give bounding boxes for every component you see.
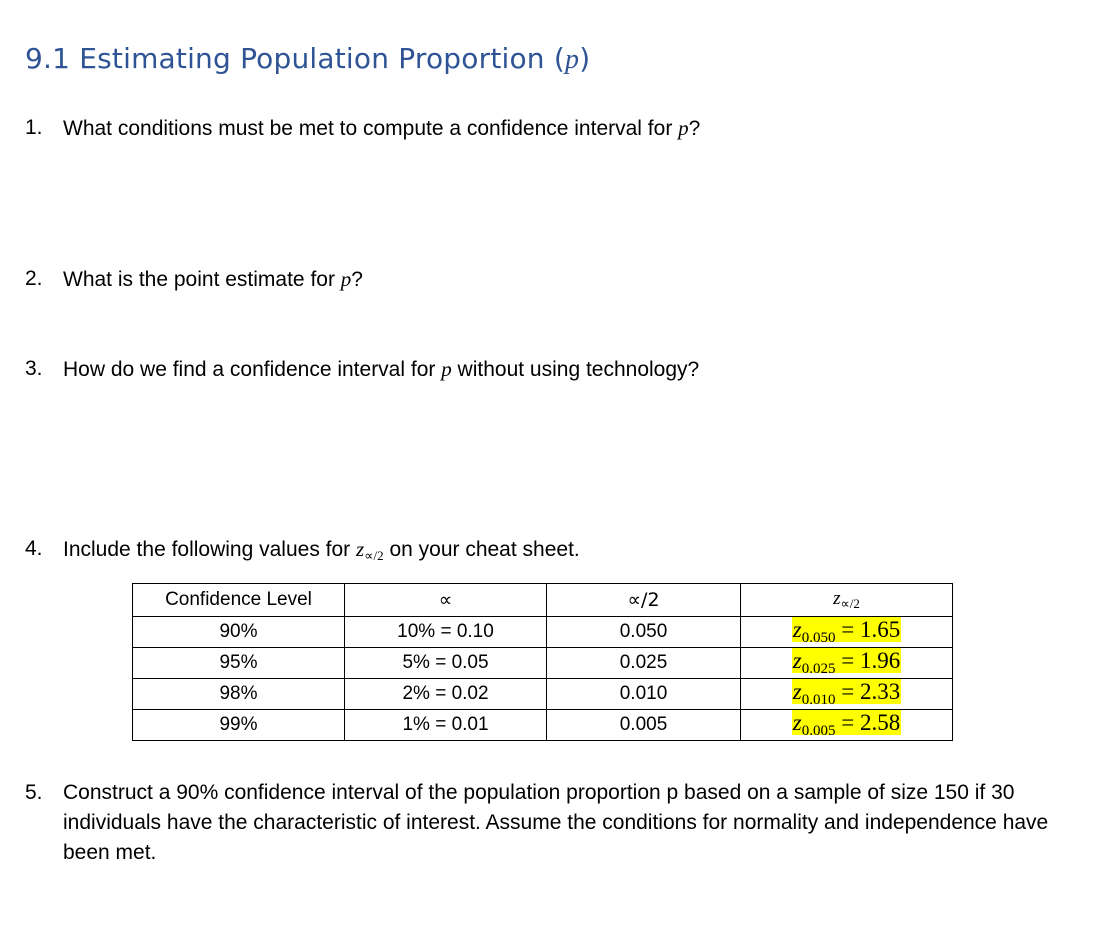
cell-alpha: 1% = 0.01	[345, 710, 547, 741]
question-number: 1.	[25, 116, 43, 139]
header-z-var: z	[833, 588, 841, 609]
question-variable: p	[678, 116, 689, 140]
cell-half-alpha: 0.005	[547, 710, 741, 741]
cell-alpha: 10% = 0.10	[345, 617, 547, 648]
z-highlight	[792, 617, 901, 646]
question-number: 4.	[25, 537, 43, 560]
z-highlight	[792, 679, 901, 708]
header-z-sub: ∝/2	[840, 596, 860, 611]
cell-half-alpha: 0.010	[547, 679, 741, 710]
z-sub: 0.010	[801, 692, 836, 708]
z-var: z	[792, 648, 802, 673]
z-sub: 0.025	[801, 661, 836, 677]
cell-alpha: 2% = 0.02	[345, 679, 547, 710]
table-row	[133, 679, 953, 710]
cell-level: 98%	[133, 679, 345, 710]
cell-level: 95%	[133, 648, 345, 679]
cell-level: 90%	[133, 617, 345, 648]
z-value: = 1.96	[835, 648, 901, 673]
question-text-part: Include the following values for	[63, 538, 357, 561]
z-var: z	[792, 679, 802, 704]
header-confidence-level: Confidence Level	[133, 584, 345, 617]
question-4	[25, 534, 1065, 571]
z-value: = 2.58	[835, 710, 901, 735]
z-value-table	[132, 583, 953, 741]
cell-half-alpha: 0.025	[547, 648, 741, 679]
cell-z	[741, 679, 953, 710]
z-value: = 2.33	[835, 679, 901, 704]
question-text	[63, 354, 1065, 385]
title-variable: p	[564, 44, 580, 75]
z-sub: 0.050	[801, 630, 836, 646]
question-number: 5.	[25, 781, 43, 804]
question-text-part: ?	[351, 268, 363, 291]
cell-level: 99%	[133, 710, 345, 741]
question-text	[63, 534, 1065, 571]
question-3	[25, 354, 1065, 385]
header-half-alpha: ∝/2	[547, 584, 741, 617]
header-alpha: ∝	[345, 584, 547, 617]
question-text-part: without using technology?	[451, 358, 700, 381]
title-text: 9.1 Estimating Population Proportion (	[25, 42, 565, 75]
cell-half-alpha: 0.050	[547, 617, 741, 648]
z-var: z	[792, 710, 802, 735]
question-number: 2.	[25, 267, 43, 290]
z-sub: 0.005	[801, 723, 836, 739]
table-row	[133, 617, 953, 648]
cell-alpha: 5% = 0.05	[345, 648, 547, 679]
question-1	[25, 113, 1065, 144]
cell-z	[741, 617, 953, 648]
question-text-part: on your cheat sheet.	[383, 538, 580, 561]
header-z	[741, 584, 953, 617]
cell-z	[741, 710, 953, 741]
z-highlight	[792, 648, 901, 677]
question-text-part: What is the point estimate for	[63, 268, 341, 291]
table-header-row	[133, 584, 953, 617]
question-subscript: ∝/2	[364, 548, 384, 563]
question-5	[25, 778, 1065, 868]
question-text-part: How do we find a confidence interval for	[63, 358, 442, 381]
question-text-part: What conditions must be met to compute a confidence interval for	[63, 117, 679, 140]
z-value: = 1.65	[835, 617, 901, 642]
question-variable: p	[340, 267, 352, 291]
question-2	[25, 264, 1065, 295]
z-highlight	[792, 710, 901, 739]
question-variable: z	[356, 537, 365, 561]
table-row	[133, 648, 953, 679]
table-row	[133, 710, 953, 741]
z-var: z	[792, 617, 802, 642]
question-text: Construct a 90% confidence interval of the population proportion p based on a sample of size 150 if 30 individuals have the characteristic of interest. Assume the conditions for normality and independence have been met.	[63, 781, 1049, 864]
title-close: )	[579, 42, 591, 75]
cell-z	[741, 648, 953, 679]
question-text	[63, 113, 1065, 144]
page-title	[25, 42, 590, 76]
question-variable: p	[441, 357, 452, 381]
question-text	[63, 264, 1065, 295]
question-text-part: ?	[688, 117, 701, 140]
question-number: 3.	[25, 357, 43, 380]
